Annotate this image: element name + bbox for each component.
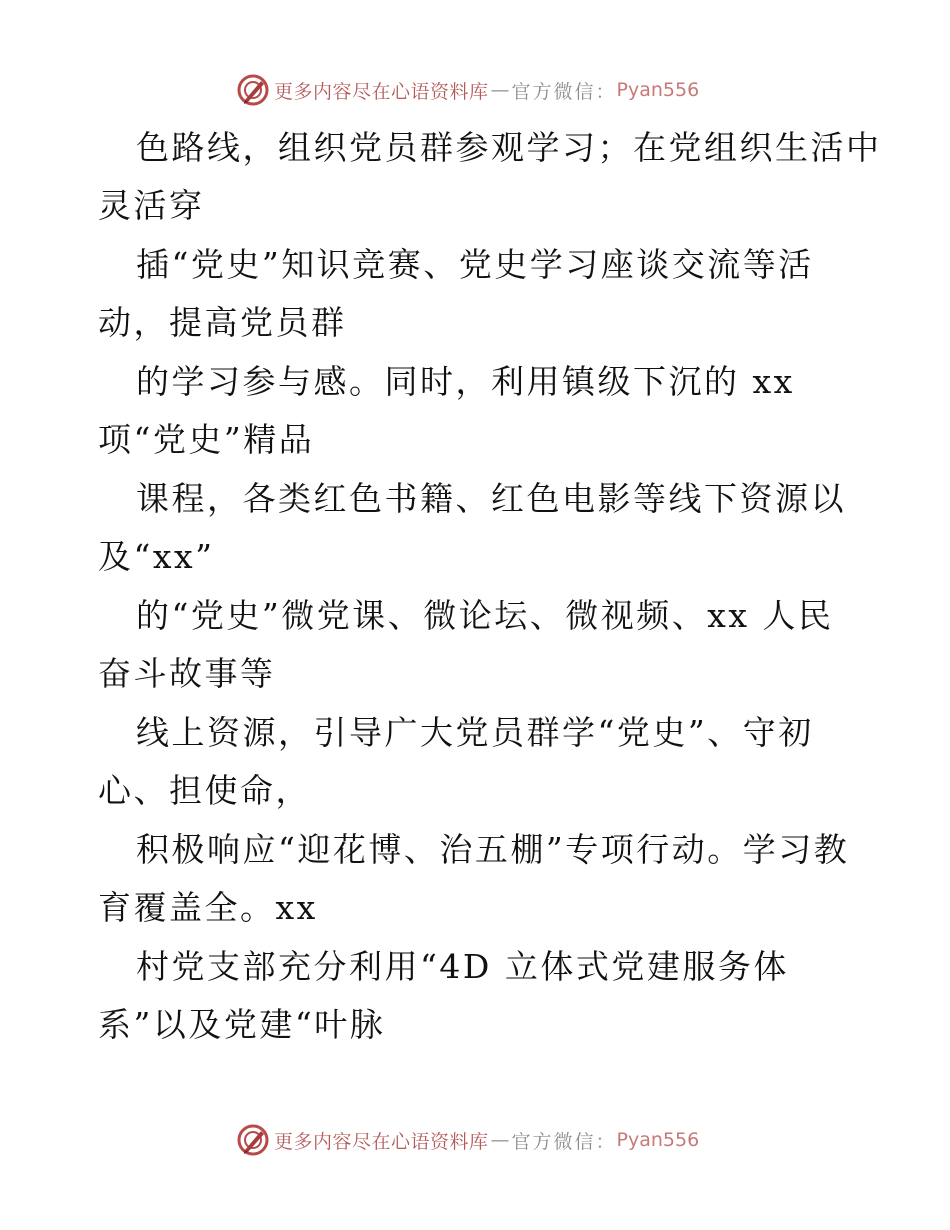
text-line: 的学习参与感。同时，利用镇级下沉的 xx (136, 362, 795, 401)
watermark-label: 官方微信： (511, 1130, 617, 1153)
pen-seal-logo-icon (236, 1123, 270, 1157)
text-line: 系”以及党建“叶脉 (98, 1005, 386, 1044)
watermark-wechat-id: Pyan556 (616, 79, 700, 101)
text-line: 课程，各类红色书籍、红色电影等线下资源以 (136, 479, 846, 518)
footer-watermark (236, 1122, 756, 1158)
text-line: 动，提高党员群 (98, 303, 347, 342)
text-line: 奋斗故事等 (98, 654, 276, 693)
watermark-wechat-id: Pyan556 (616, 1129, 700, 1151)
text-line: 村党支部充分利用“4D 立体式党建服务体 (136, 947, 789, 986)
watermark-separator: — (490, 1129, 510, 1151)
text-line: 的“党史”微党课、微论坛、微视频、xx 人民 (136, 596, 834, 635)
text-line: 色路线，组织党员群参观学习；在党组织生活中 (136, 128, 882, 167)
watermark-label: 官方微信： (511, 80, 617, 103)
text-line: 积极响应“迎花博、治五棚”专项行动。学习教 (136, 830, 850, 869)
watermark-separator: — (490, 79, 510, 101)
text-line: 插“党史”知识竞赛、党史学习座谈交流等活 (136, 245, 814, 284)
watermark-brand: 更多内容尽在心语资料库 (274, 80, 489, 103)
watermark-brand: 更多内容尽在心语资料库 (274, 1130, 489, 1153)
text-line: 项“党史”精品 (98, 420, 315, 459)
text-line: 灵活穿 (98, 186, 205, 225)
text-line: 线上资源，引导广大党员群学“党史”、守初 (136, 713, 814, 752)
text-line: 心、担使命， (98, 771, 311, 810)
text-line: 及“xx” (98, 537, 215, 576)
text-line: 育覆盖全。xx (98, 888, 318, 927)
